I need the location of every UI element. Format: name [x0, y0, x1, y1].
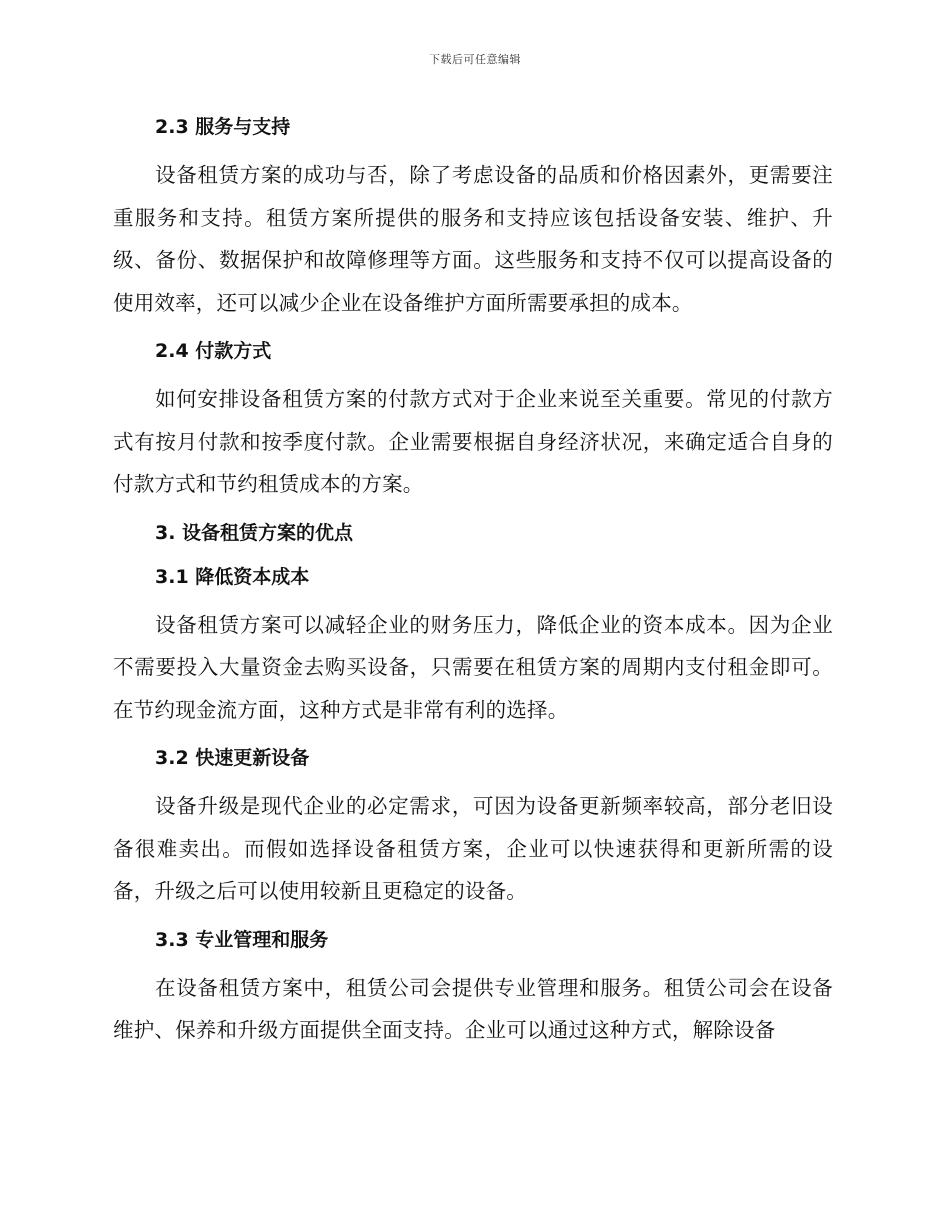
section-heading-3-3: 3.3 专业管理和服务: [155, 928, 329, 951]
section-heading-3-2: 3.2 快速更新设备: [155, 747, 310, 769]
section-heading-2-3: 2.3 服务与支持: [155, 116, 291, 138]
paragraph-fast-equipment-update: 设备升级是现代企业的必定需求，可因为设备更新频率较高，部分老旧设备很难卖出。而假如选择设备租赁方案，企业可以快速获得和更新所需的设备，升级之后可以使用较新且更稳定的设备。: [113, 794, 833, 903]
paragraph-payment-method: 如何安排设备租赁方案的付款方式对于企业来说至关重要。常见的付款方式有按月付款和按季度付款。企业需要根据自身经济状况，来确定适合自身的付款方式和节约租赁成本的方案。: [113, 387, 833, 496]
section-heading-2-4: 2.4 付款方式: [155, 340, 272, 362]
document-body: [113, 110, 833, 1062]
paragraph-service-support: 设备租赁方案的成功与否，除了考虑设备的品质和价格因素外，更需要注重服务和支持。租赁方案所提供的服务和支持应该包括设备安装、维护、升级、备份、数据保护和故障修理等方面。这些服务和支持不仅可以提高设备的使用效率，还可以减少企业在设备维护方面所需要承担的成本。: [113, 163, 833, 315]
section-heading-3: 3. 设备租赁方案的优点: [155, 521, 354, 544]
paragraph-professional-management: 在设备租赁方案中，租赁公司会提供专业管理和服务。租赁公司会在设备维护、保养和升级方面提供全面支持。企业可以通过这种方式，解除设备: [113, 975, 833, 1042]
paragraph-reduce-capital-cost: 设备租赁方案可以减轻企业的财务压力，降低企业的资本成本。因为企业不需要投入大量资金去购买设备，只需要在租赁方案的周期内支付租金即可。在节约现金流方面，这种方式是非常有利的选择。: [113, 612, 833, 722]
section-heading-3-1: 3.1 降低资本成本: [155, 565, 310, 588]
page-header: 下载后可任意编辑: [429, 53, 521, 66]
